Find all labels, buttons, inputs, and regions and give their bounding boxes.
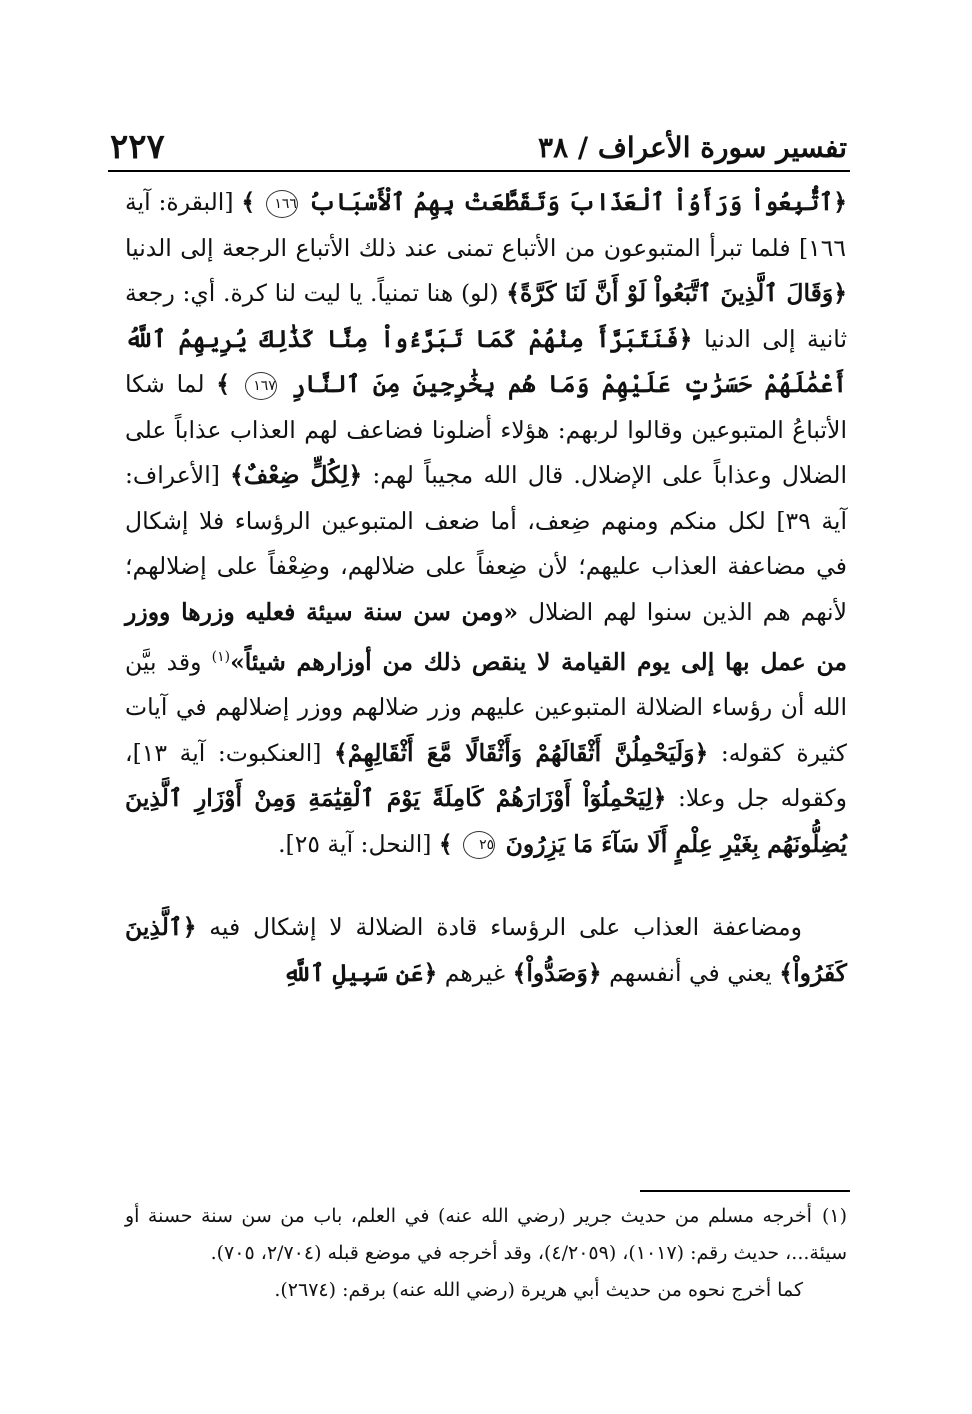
quran-verse: ﴿لِكُلٍّ ضِعْفٌ﴾ bbox=[230, 461, 363, 489]
text-run: غيرهم bbox=[437, 958, 506, 987]
text-run: [الأعراف: آية ٣٩] لكل منكم ومنهم ضِعف، أما ضعف المتبوعين الرؤساء فلا إشكال في مضاعفة العذاب عليهم؛ لأن ضِعفاً على ضلالهم، وضِعْفاً على إضلالهم؛ لأنهم هم الذين سنوا لهم الضلال bbox=[125, 461, 848, 626]
paragraph-2 bbox=[125, 905, 847, 996]
quran-verse: ﴿لِيَحْمِلُوٓاْ أَوْزَارَهُمْ كَامِلَةً يَوْمَ ٱلْقِيَٰمَةِ وَمِنْ أَوْزَارِ ٱلَّذِينَ يُضِلُّونَهُم بِغَيْرِ عِلْمٍ أَلَا سَآءَ مَا يَزِرُونَ bbox=[125, 784, 847, 858]
footnote-reference: (١) bbox=[211, 649, 231, 665]
text-run: [البقرة: آية ١٦٦] فلما تبرأ المتبوعون من الأتباع تمنى عند ذلك الأتباع الرجعة إلى الدنيا bbox=[125, 188, 847, 262]
footnotes bbox=[125, 1198, 847, 1309]
quran-verse-close: ﴾ bbox=[241, 188, 256, 216]
quran-verse-close: ﴾ bbox=[438, 829, 453, 858]
running-title: تفسير سورة الأعراف / ٣٨ bbox=[538, 130, 847, 164]
ayah-number-marker: ٢٥ bbox=[463, 831, 495, 859]
paragraph-1 bbox=[125, 180, 847, 867]
text-run: وقد بيَّن الله أن رؤساء الضلالة المتبوعين عليهم وزر ضلالهم ووزر إضلالهم في آيات كثيرة كقوله: bbox=[125, 647, 847, 767]
footnote-separator bbox=[640, 1190, 850, 1192]
page-number: ٢٢٧ bbox=[110, 127, 165, 167]
ayah-number-marker: ١٦٧ bbox=[245, 372, 277, 400]
footnote-text: أخرجه مسلم من حديث جرير (رضي الله عنه) في العلم، باب من سن سنة حسنة أو سيئة...، حديث رقم: (١٠١٧)، (٤/٢٠٥٩)، وقد أخرجه في موضع قبله (٢/٧٠٤، ٧٠٥). bbox=[125, 1205, 847, 1264]
quran-verse: ﴿ٱلَّذِينَ كَفَرُواْ﴾ bbox=[125, 913, 847, 987]
quran-verse: ﴿عَن سَبِيلِ ٱللَّهِ bbox=[283, 958, 438, 987]
footnote-marker: (١) bbox=[821, 1205, 847, 1227]
quran-verse: ﴿ٱتُّبِعُواْ وَرَأَوُاْ ٱلْعَذَابَ وَتَقَطَّعَتْ بِهِمُ ٱلْأَسْبَابُ bbox=[308, 188, 847, 216]
text-run: [النحل: آية ٢٥]. bbox=[278, 829, 432, 858]
text-run: ومضاعفة العذاب على الرؤساء قادة الضلالة لا إشكال فيه bbox=[196, 913, 802, 942]
header-rule bbox=[108, 170, 850, 172]
page-header bbox=[110, 122, 847, 172]
main-text bbox=[125, 180, 847, 996]
footnote-1-continued bbox=[125, 1272, 847, 1309]
hadith-quote: «ومن سن سنة سيئة فعليه وزرها ووزر من عمل بها إلى يوم القيامة لا ينقص ذلك من أوزارهم شيئاً» bbox=[125, 597, 847, 676]
text-run: لما شكا الأتباعُ المتبوعين وقالوا لربهم: هؤلاء أضلونا فضاعف لهم العذاب عذاباً على الضلال وعذاباً على الإضلال. قال الله مجيباً لهم: bbox=[125, 370, 847, 489]
footnote-1 bbox=[125, 1198, 847, 1272]
ayah-number-marker: ١٦٦ bbox=[266, 190, 298, 218]
footnote-text: كما أخرج نحوه من حديث أبي هريرة (رضي الله عنه) برقم: (٢٦٧٤). bbox=[274, 1279, 803, 1301]
quran-verse-close: ﴾ bbox=[216, 370, 231, 398]
quran-verse: ﴿وَلَيَحْمِلُنَّ أَثْقَالَهُمْ وَأَثْقَالًا مَّعَ أَثْقَالِهِمْ﴾ bbox=[334, 738, 709, 767]
quran-verse: ﴿فَنَتَبَرَّأَ مِنْهُمْ كَمَا تَبَرَّءُواْ مِنَّا كَذَٰلِكَ يُرِيهِمُ ٱللَّهُ أَعْمَٰلَهُمْ حَسَرَٰتٍ عَلَيْهِمْ وَمَا هُم بِخَٰرِجِينَ مِنَ ٱلنَّارِ bbox=[125, 324, 847, 398]
quran-verse: ﴿وَقَالَ ٱلَّذِينَ ٱتَّبَعُواْ لَوْ أَنَّ لَنَا كَرَّةً﴾ bbox=[506, 279, 847, 307]
text-run: يعني في أنفسهم bbox=[601, 958, 772, 987]
quran-verse: ﴿وَصَدُّواْ﴾ bbox=[512, 958, 602, 987]
text-run: (لو) هنا تمنياً. يا ليت لنا كرة. أي: رجعة ثانية إلى الدنيا bbox=[125, 279, 847, 353]
text-run: [العنكبوت: آية ١٣]، وكقوله جل وعلا: bbox=[125, 738, 847, 813]
